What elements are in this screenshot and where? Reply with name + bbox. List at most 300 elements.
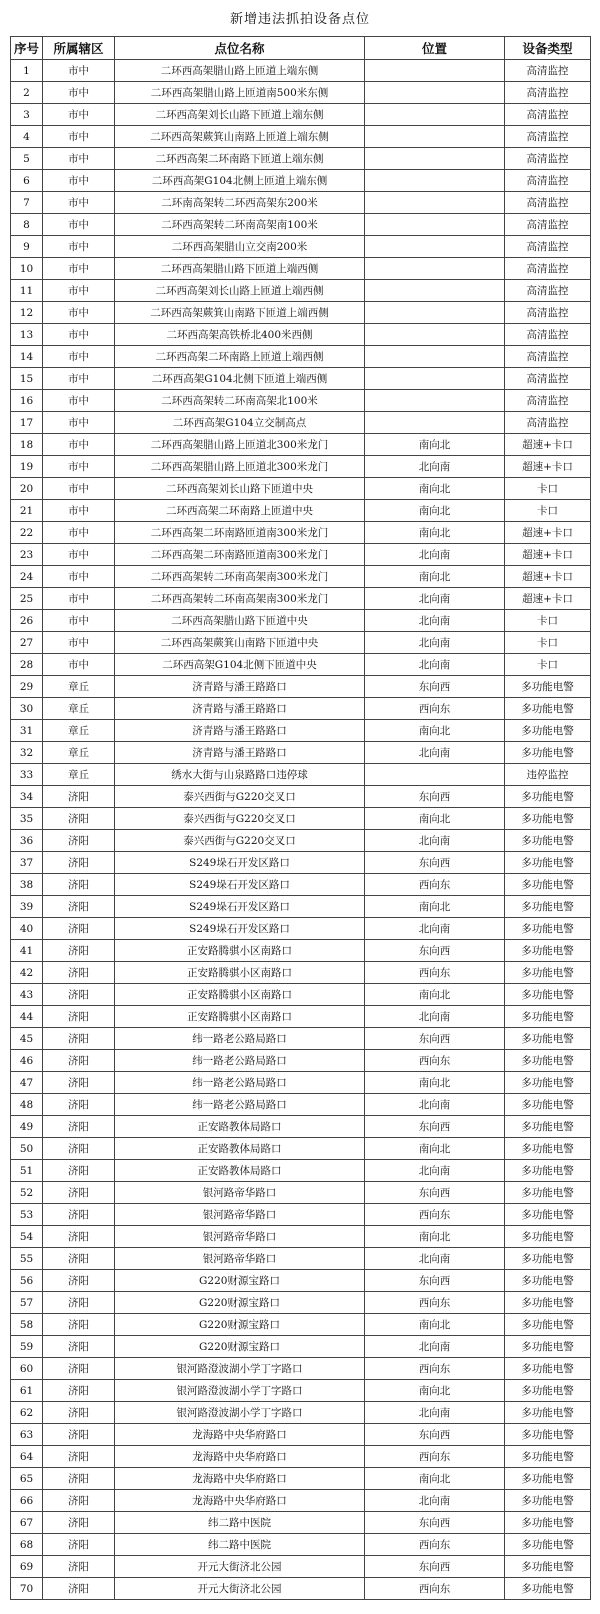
cell-device-type: 多功能电警 (505, 1292, 591, 1314)
cell-index: 20 (11, 478, 43, 500)
cell-point-name: 龙海路中央华府路口 (115, 1424, 365, 1446)
table-row (11, 346, 591, 368)
cell-point-name: 二环南高架转二环西高架东200米 (115, 192, 365, 214)
cell-index: 7 (11, 192, 43, 214)
cell-district: 市中 (43, 566, 115, 588)
cell-point-name: 正安路教体局路口 (115, 1138, 365, 1160)
table-row (11, 104, 591, 126)
cell-device-type: 多功能电警 (505, 1116, 591, 1138)
cell-position: 东向西 (365, 1116, 505, 1138)
table-row (11, 324, 591, 346)
table-row (11, 214, 591, 236)
cell-district: 市中 (43, 302, 115, 324)
cell-device-type: 多功能电警 (505, 1380, 591, 1402)
cell-point-name: 正安路教体局路口 (115, 1116, 365, 1138)
cell-position: 北向南 (365, 544, 505, 566)
cell-point-name: G220财源宝路口 (115, 1270, 365, 1292)
cell-position: 南向北 (365, 984, 505, 1006)
cell-position: 西向东 (365, 698, 505, 720)
cell-position: 南向北 (365, 434, 505, 456)
cell-position: 南向北 (365, 522, 505, 544)
table-body (11, 60, 591, 1600)
cell-position: 南向北 (365, 1468, 505, 1490)
cell-district: 济阳 (43, 1248, 115, 1270)
cell-district: 济阳 (43, 1292, 115, 1314)
cell-district: 市中 (43, 456, 115, 478)
cell-index: 39 (11, 896, 43, 918)
cell-device-type: 卡口 (505, 500, 591, 522)
cell-point-name: 龙海路中央华府路口 (115, 1490, 365, 1512)
cell-index: 36 (11, 830, 43, 852)
cell-point-name: 二环西高架腊山路下匝道中央 (115, 610, 365, 632)
table-header-row (11, 37, 591, 60)
cell-device-type: 多功能电警 (505, 1050, 591, 1072)
cell-point-name: 二环西高架高铁桥北400米西侧 (115, 324, 365, 346)
cell-device-type: 高清监控 (505, 258, 591, 280)
table-row (11, 1292, 591, 1314)
table-row (11, 632, 591, 654)
cell-point-name: 济青路与潘王路路口 (115, 698, 365, 720)
cell-district: 市中 (43, 126, 115, 148)
table-row (11, 1402, 591, 1424)
cell-point-name: 二环西高架转二环南高架南300米龙门 (115, 588, 365, 610)
cell-device-type: 多功能电警 (505, 1182, 591, 1204)
table-row (11, 500, 591, 522)
cell-point-name: G220财源宝路口 (115, 1292, 365, 1314)
cell-device-type: 多功能电警 (505, 1028, 591, 1050)
cell-district: 济阳 (43, 1578, 115, 1600)
cell-position: 东向西 (365, 1556, 505, 1578)
cell-index: 58 (11, 1314, 43, 1336)
table-row (11, 1028, 591, 1050)
cell-device-type: 超速+卡口 (505, 456, 591, 478)
table-row (11, 1160, 591, 1182)
cell-device-type: 多功能电警 (505, 720, 591, 742)
cell-district: 济阳 (43, 1336, 115, 1358)
cell-district: 市中 (43, 236, 115, 258)
cell-device-type: 多功能电警 (505, 1226, 591, 1248)
cell-position: 南向北 (365, 1380, 505, 1402)
cell-district: 市中 (43, 544, 115, 566)
cell-index: 64 (11, 1446, 43, 1468)
cell-district: 济阳 (43, 1358, 115, 1380)
cell-point-name: G220财源宝路口 (115, 1336, 365, 1358)
cell-index: 40 (11, 918, 43, 940)
cell-position: 南向北 (365, 896, 505, 918)
cell-point-name: 银河路帝华路口 (115, 1248, 365, 1270)
header-index: 序号 (11, 37, 43, 60)
cell-index: 38 (11, 874, 43, 896)
cell-index: 42 (11, 962, 43, 984)
cell-district: 济阳 (43, 874, 115, 896)
cell-point-name: 正安路腾骐小区南路口 (115, 984, 365, 1006)
table-row (11, 1072, 591, 1094)
cell-index: 9 (11, 236, 43, 258)
cell-point-name: S249垛石开发区路口 (115, 874, 365, 896)
cell-index: 32 (11, 742, 43, 764)
cell-device-type: 高清监控 (505, 368, 591, 390)
cell-district: 市中 (43, 632, 115, 654)
cell-district: 济阳 (43, 1226, 115, 1248)
cell-device-type: 多功能电警 (505, 1314, 591, 1336)
cell-district: 章丘 (43, 742, 115, 764)
cell-point-name: 二环西高架腊山路上匝道上端东侧 (115, 60, 365, 82)
cell-device-type: 多功能电警 (505, 1248, 591, 1270)
cell-position (365, 258, 505, 280)
cell-point-name: S249垛石开发区路口 (115, 896, 365, 918)
cell-position: 北向南 (365, 1336, 505, 1358)
cell-device-type: 高清监控 (505, 280, 591, 302)
table-row (11, 1490, 591, 1512)
cell-district: 济阳 (43, 1182, 115, 1204)
cell-index: 62 (11, 1402, 43, 1424)
table-row (11, 192, 591, 214)
cell-position: 西向东 (365, 1358, 505, 1380)
cell-district: 济阳 (43, 786, 115, 808)
cell-point-name: 二环西高架二环南路匝道南300米龙门 (115, 544, 365, 566)
table-row (11, 588, 591, 610)
cell-district: 章丘 (43, 720, 115, 742)
cell-point-name: S249垛石开发区路口 (115, 852, 365, 874)
cell-position (365, 346, 505, 368)
cell-device-type: 多功能电警 (505, 1556, 591, 1578)
cell-position: 北向南 (365, 1248, 505, 1270)
cell-district: 济阳 (43, 1446, 115, 1468)
cell-point-name: 正安路腾骐小区南路口 (115, 940, 365, 962)
table-row (11, 1094, 591, 1116)
cell-district: 济阳 (43, 984, 115, 1006)
table-row (11, 698, 591, 720)
cell-index: 13 (11, 324, 43, 346)
cell-index: 65 (11, 1468, 43, 1490)
cell-position: 北向南 (365, 1006, 505, 1028)
cell-index: 22 (11, 522, 43, 544)
cell-position (365, 192, 505, 214)
cell-district: 市中 (43, 324, 115, 346)
cell-district: 济阳 (43, 1556, 115, 1578)
table-row (11, 1182, 591, 1204)
cell-device-type: 高清监控 (505, 60, 591, 82)
cell-point-name: 二环西高架刘长山路上匝道上端西侧 (115, 280, 365, 302)
cell-position: 北向南 (365, 742, 505, 764)
cell-device-type: 高清监控 (505, 192, 591, 214)
table-row (11, 280, 591, 302)
cell-point-name: 纬二路中医院 (115, 1534, 365, 1556)
cell-district: 济阳 (43, 1314, 115, 1336)
cell-district: 济阳 (43, 1468, 115, 1490)
cell-point-name: 正安路腾骐小区南路口 (115, 1006, 365, 1028)
cell-district: 济阳 (43, 1006, 115, 1028)
cell-point-name: 二环西高架二环南路下匝道上端东侧 (115, 148, 365, 170)
cell-position (365, 390, 505, 412)
cell-index: 21 (11, 500, 43, 522)
cell-device-type: 高清监控 (505, 170, 591, 192)
cell-point-name: S249垛石开发区路口 (115, 918, 365, 940)
cell-device-type: 多功能电警 (505, 1160, 591, 1182)
cell-point-name: 二环西高架腊山路上匝道南500米东侧 (115, 82, 365, 104)
cell-index: 3 (11, 104, 43, 126)
cell-index: 35 (11, 808, 43, 830)
header-device-type: 设备类型 (505, 37, 591, 60)
cell-device-type: 高清监控 (505, 324, 591, 346)
cell-district: 济阳 (43, 1050, 115, 1072)
table-row (11, 390, 591, 412)
table-row (11, 1226, 591, 1248)
cell-point-name: 二环西高架腊山立交南200米 (115, 236, 365, 258)
cell-district: 市中 (43, 434, 115, 456)
cell-index: 59 (11, 1336, 43, 1358)
cell-district: 市中 (43, 368, 115, 390)
cell-index: 24 (11, 566, 43, 588)
table-row (11, 522, 591, 544)
cell-point-name: 二环西高架二环南路上匝道上端西侧 (115, 346, 365, 368)
cell-point-name: 开元大街济北公园 (115, 1556, 365, 1578)
cell-device-type: 高清监控 (505, 148, 591, 170)
cell-position: 西向东 (365, 1050, 505, 1072)
cell-position: 北向南 (365, 654, 505, 676)
cell-position: 东向西 (365, 786, 505, 808)
cell-district: 济阳 (43, 1534, 115, 1556)
cell-index: 14 (11, 346, 43, 368)
cell-position (365, 60, 505, 82)
cell-point-name: 绣水大街与山泉路路口违停球 (115, 764, 365, 786)
cell-point-name: 二环西高架刘长山路下匝道上端东侧 (115, 104, 365, 126)
cell-point-name: 二环西高架二环南路匝道南300米龙门 (115, 522, 365, 544)
cell-index: 41 (11, 940, 43, 962)
cell-device-type: 高清监控 (505, 412, 591, 434)
cell-index: 61 (11, 1380, 43, 1402)
cell-point-name: 银河路帝华路口 (115, 1226, 365, 1248)
cell-device-type: 卡口 (505, 632, 591, 654)
cell-point-name: 纬一路老公路局路口 (115, 1094, 365, 1116)
cell-point-name: 二环西高架转二环南高架北100米 (115, 390, 365, 412)
cell-index: 43 (11, 984, 43, 1006)
cell-device-type: 高清监控 (505, 346, 591, 368)
cell-index: 17 (11, 412, 43, 434)
cell-district: 市中 (43, 82, 115, 104)
cell-device-type: 多功能电警 (505, 874, 591, 896)
cell-point-name: 二环西高架二环南路上匝道中央 (115, 500, 365, 522)
table-row (11, 1116, 591, 1138)
cell-district: 市中 (43, 390, 115, 412)
table-row (11, 258, 591, 280)
cell-point-name: 银河路帝华路口 (115, 1182, 365, 1204)
cell-position (365, 236, 505, 258)
table-row (11, 1446, 591, 1468)
cell-index: 28 (11, 654, 43, 676)
cell-district: 济阳 (43, 830, 115, 852)
cell-index: 52 (11, 1182, 43, 1204)
cell-district: 济阳 (43, 940, 115, 962)
cell-position: 东向西 (365, 940, 505, 962)
cell-index: 69 (11, 1556, 43, 1578)
table-row (11, 170, 591, 192)
cell-position (365, 126, 505, 148)
cell-point-name: 正安路腾骐小区南路口 (115, 962, 365, 984)
table-row (11, 786, 591, 808)
cell-device-type: 多功能电警 (505, 1270, 591, 1292)
cell-district: 市中 (43, 610, 115, 632)
cell-point-name: 龙海路中央华府路口 (115, 1446, 365, 1468)
cell-district: 章丘 (43, 676, 115, 698)
cell-index: 1 (11, 60, 43, 82)
cell-index: 25 (11, 588, 43, 610)
cell-index: 5 (11, 148, 43, 170)
header-position: 位置 (365, 37, 505, 60)
cell-district: 济阳 (43, 1160, 115, 1182)
cell-point-name: 银河路澄波湖小学丁字路口 (115, 1358, 365, 1380)
cell-index: 66 (11, 1490, 43, 1512)
table-row (11, 1534, 591, 1556)
cell-index: 53 (11, 1204, 43, 1226)
cell-index: 37 (11, 852, 43, 874)
cell-district: 济阳 (43, 1490, 115, 1512)
cell-district: 章丘 (43, 764, 115, 786)
cell-point-name: 银河路帝华路口 (115, 1204, 365, 1226)
cell-index: 56 (11, 1270, 43, 1292)
cell-index: 19 (11, 456, 43, 478)
cell-device-type: 高清监控 (505, 236, 591, 258)
table-row (11, 830, 591, 852)
cell-position (365, 280, 505, 302)
cell-position (365, 82, 505, 104)
table-row (11, 434, 591, 456)
cell-district: 济阳 (43, 1116, 115, 1138)
table-row (11, 566, 591, 588)
table-row (11, 1424, 591, 1446)
cell-device-type: 多功能电警 (505, 852, 591, 874)
cell-device-type: 多功能电警 (505, 786, 591, 808)
cell-district: 济阳 (43, 1094, 115, 1116)
table-row (11, 918, 591, 940)
cell-point-name: 济青路与潘王路路口 (115, 742, 365, 764)
cell-position: 北向南 (365, 1490, 505, 1512)
cell-point-name: G220财源宝路口 (115, 1314, 365, 1336)
table-row (11, 148, 591, 170)
cell-position: 北向南 (365, 830, 505, 852)
cell-index: 63 (11, 1424, 43, 1446)
cell-position: 南向北 (365, 1314, 505, 1336)
table-row (11, 808, 591, 830)
table-row (11, 1006, 591, 1028)
table-row (11, 676, 591, 698)
table-row (11, 1556, 591, 1578)
cell-index: 30 (11, 698, 43, 720)
cell-index: 44 (11, 1006, 43, 1028)
cell-point-name: 泰兴西街与G220交叉口 (115, 786, 365, 808)
table-row (11, 874, 591, 896)
cell-device-type: 多功能电警 (505, 1534, 591, 1556)
cell-district: 济阳 (43, 962, 115, 984)
cell-index: 51 (11, 1160, 43, 1182)
cell-district: 济阳 (43, 1380, 115, 1402)
table-row (11, 1248, 591, 1270)
cell-point-name: 泰兴西街与G220交叉口 (115, 830, 365, 852)
table-row (11, 544, 591, 566)
cell-position: 北向南 (365, 1402, 505, 1424)
cell-point-name: 济青路与潘王路路口 (115, 676, 365, 698)
table-row (11, 962, 591, 984)
cell-position: 西向东 (365, 1204, 505, 1226)
cell-position: 西向东 (365, 962, 505, 984)
cell-index: 11 (11, 280, 43, 302)
cell-position: 西向东 (365, 874, 505, 896)
cell-position: 南向北 (365, 1226, 505, 1248)
cell-district: 市中 (43, 522, 115, 544)
cell-position: 南向北 (365, 566, 505, 588)
cell-index: 18 (11, 434, 43, 456)
cell-index: 34 (11, 786, 43, 808)
table-row (11, 1204, 591, 1226)
cell-point-name: 龙海路中央华府路口 (115, 1468, 365, 1490)
cell-device-type: 超速+卡口 (505, 566, 591, 588)
cell-position: 东向西 (365, 1512, 505, 1534)
cell-device-type: 卡口 (505, 610, 591, 632)
cell-point-name: 纬一路老公路局路口 (115, 1028, 365, 1050)
table-row (11, 1270, 591, 1292)
cell-district: 市中 (43, 104, 115, 126)
cell-district: 市中 (43, 500, 115, 522)
cell-position: 西向东 (365, 1578, 505, 1600)
cell-point-name: 二环西高架蕨箕山南路下匝道中央 (115, 632, 365, 654)
cell-index: 67 (11, 1512, 43, 1534)
cell-index: 57 (11, 1292, 43, 1314)
cell-point-name: 二环西高架腊山路上匝道北300米龙门 (115, 456, 365, 478)
table-row (11, 610, 591, 632)
cell-point-name: 二环西高架转二环南高架南300米龙门 (115, 566, 365, 588)
cell-district: 济阳 (43, 808, 115, 830)
cell-district: 章丘 (43, 698, 115, 720)
cell-position: 东向西 (365, 852, 505, 874)
cell-device-type: 多功能电警 (505, 962, 591, 984)
table-row (11, 1578, 591, 1600)
cell-point-name: 济青路与潘王路路口 (115, 720, 365, 742)
cell-position: 东向西 (365, 676, 505, 698)
cell-district: 市中 (43, 588, 115, 610)
header-district: 所属辖区 (43, 37, 115, 60)
cell-device-type: 多功能电警 (505, 1402, 591, 1424)
table-row (11, 1380, 591, 1402)
cell-position: 北向南 (365, 632, 505, 654)
table-row (11, 1138, 591, 1160)
cell-index: 27 (11, 632, 43, 654)
table-row (11, 1358, 591, 1380)
cell-position: 东向西 (365, 1424, 505, 1446)
cell-district: 市中 (43, 654, 115, 676)
cell-position: 西向东 (365, 1534, 505, 1556)
cell-device-type: 多功能电警 (505, 940, 591, 962)
cell-position: 东向西 (365, 1182, 505, 1204)
cell-device-type: 多功能电警 (505, 918, 591, 940)
table-row (11, 742, 591, 764)
cell-district: 市中 (43, 258, 115, 280)
cell-index: 48 (11, 1094, 43, 1116)
cell-index: 45 (11, 1028, 43, 1050)
table-row (11, 60, 591, 82)
cell-position: 北向南 (365, 918, 505, 940)
cell-district: 市中 (43, 280, 115, 302)
cell-district: 济阳 (43, 1138, 115, 1160)
cell-index: 46 (11, 1050, 43, 1072)
table-row (11, 896, 591, 918)
cell-point-name: 二环西高架蕨箕山南路下匝道上端西侧 (115, 302, 365, 324)
cell-position: 西向东 (365, 1292, 505, 1314)
cell-index: 50 (11, 1138, 43, 1160)
cell-position: 北向南 (365, 456, 505, 478)
cell-index: 29 (11, 676, 43, 698)
cell-position: 南向北 (365, 1138, 505, 1160)
cell-index: 4 (11, 126, 43, 148)
